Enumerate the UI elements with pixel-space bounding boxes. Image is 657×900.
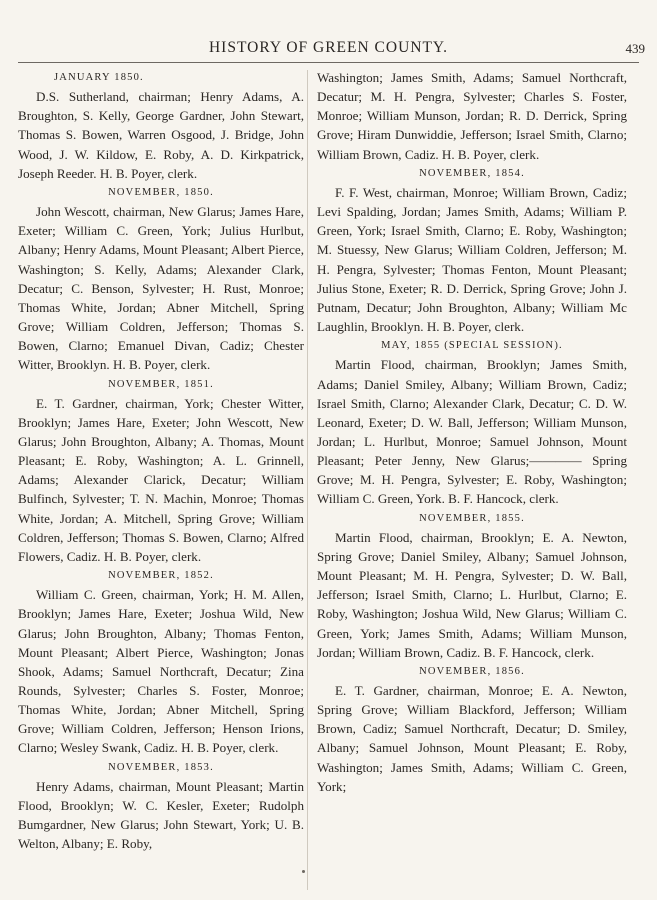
continued-text: Washington; James Smith, Adams; Samuel Northcraft, Decatur; M. H. Pengra, Sylvester; Charles S. Foster, Monroe; William Munson, Jordan; R. D. Derrick, Spring Grove; Hiram Dunwiddie, Jefferson; Israel Smith, Clarno; William Brown, Cadiz. H. B. Poyer, clerk. xyxy=(317,70,627,162)
section-heading: MAY, 1855 (SPECIAL SESSION). xyxy=(381,340,563,352)
column-divider xyxy=(307,70,308,890)
section-heading: JANUARY 1850. xyxy=(54,72,144,83)
section-text: Martin Flood, chairman, Brooklyn; E. A. Newton, Spring Grove; Daniel Smiley, Albany; Samuel Johnson, Mount Pleasant; M. H. Pengra, Sylvester; D. W. Ball, Jefferson; Israel Smith, Clarno; L. Hurlbut, Clarno; E. Roby, Washington; Joshua Wild, New Glarus; William C. Green, York; James Smith, Adams; William Munson, Jordan; William Brown, Cadiz. B. F. Hancock, clerk. xyxy=(317,529,627,660)
section-heading: NOVEMBER, 1853. xyxy=(108,761,214,773)
section-heading: NOVEMBER, 1852. xyxy=(108,570,214,582)
page-speck xyxy=(302,870,305,873)
section-text: E. T. Gardner, chairman, Monroe; E. A. Newton, Spring Grove; William Blackford, Jefferson; William Brown, Cadiz; Samuel Northcraft, Decatur; D. Smiley, Albany; Samuel Johnson, Mount Pleasant; E. Roby, Washington; James Smith, Adams; William C. Green, York; xyxy=(317,683,627,794)
running-head xyxy=(0,33,657,59)
section-text: E. T. Gardner, chairman, York; Chester Witter, Brooklyn; James Hare, Exeter; John Wescott, New Glarus; John Broughton, Albany; A. Thomas, Mount Pleasant; E. Roby, Washington; A. L. Grinnell, Adams; Alexander Clarick, Decatur; William Bulfinch, Sylvester; T. N. Machin, Monroe; Thomas White, Jordan; A. Mitchell, Spring Grove; William Coldren, Jefferson; Thomas S. Bowen, Clarno; Alfred Flowers, Cadiz. H. B. Poyer, clerk. xyxy=(18,395,304,564)
page-number: 439 xyxy=(625,41,645,56)
section-text: F. F. West, chairman, Monroe; William Brown, Cadiz; Levi Spalding, Jordan; James Smith, Adams; William P. Green, York; Israel Smith, Clarno; E. Roby, Washington; M. Stuessy, New Glarus; William Coldren, Jefferson; M. H. Pengra, Sylvester; Thomas Fenton, Mount Pleasant; Julius Stone, Exeter; R. D. Derrick, Spring Grove; John J. Putnam, Decatur; John Broughton, Albany; William Mc Laughlin, Brooklyn. H. B. Poyer, clerk. xyxy=(317,184,627,335)
header-rule xyxy=(18,62,639,63)
section-text: D.S. Sutherland, chairman; Henry Adams, A. Broughton, S. Kelly, George Gardner, John Stewart, Thomas S. Bowen, Warren Osgood, J. Bridge, John Wood, J. W. Kildow, E. Roby, A. D. Kirkpatrick, Joseph Reeder. H. B. Poyer, clerk. xyxy=(18,89,304,181)
right-column xyxy=(317,68,627,796)
section-heading: NOVEMBER, 1850. xyxy=(108,186,214,198)
left-column xyxy=(18,68,304,853)
section-text: William C. Green, chairman, York; H. M. Allen, Brooklyn; James Hare, Exeter; Joshua Wild, New Glarus; John Broughton, Albany; Thomas Fenton, Mount Pleasant; Albert Pierce, Washington; Jonas Shook, Adams; Samuel Northcraft, Decatur; Zina Rounds, Sylvester; Charles S. Foster, Monroe; Thomas White, Jordan; Abner Mitchell, Spring Grove; William Coldren, Jefferson; Henson Irions, Clarno; Wesley Swank, Cadiz. H. B. Poyer, clerk. xyxy=(18,587,304,756)
section-text: John Wescott, chairman, New Glarus; James Hare, Exeter; William C. Green, York; Julius Hurlbut, Albany; Henry Adams, Mount Pleasant; Albert Pierce, Washington; S. Kelly, Adams; Alexander Clark, Decatur; C. Benson, Sylvester; H. Rust, Monroe; Thomas White, Jordan; Abner Mitchell, Spring Grove; William Coldren, Jefferson; Thomas S. Bowen, Clarno; Emanuel Divan, Cadiz; Chester Witter, Brooklyn. H. B. Poyer, clerk. xyxy=(18,204,304,373)
section-heading: NOVEMBER, 1856. xyxy=(419,665,525,677)
section-heading: NOVEMBER, 1851. xyxy=(108,378,214,390)
section-heading: NOVEMBER, 1855. xyxy=(419,512,525,524)
section-heading: NOVEMBER, 1854. xyxy=(419,167,525,179)
page-title: HISTORY OF GREEN COUNTY. xyxy=(208,39,449,56)
section-text: Martin Flood, chairman, Brooklyn; James Smith, Adams; Daniel Smiley, Albany; William Brown, Cadiz; Israel Smith, Clarno; Alexander Clark, Decatur; C. D. W. Leonard, Exeter; D. W. Ball, Jefferson; William Munson, Jordan; L. Hurlbut, Monroe; Samuel Johnson, Mount Pleasant; Peter Jenny, New Glarus;———— Spring Grove; M. H. Pengra, Sylvester; E. Roby, Washington; William C. Green, York. B. F. Hancock, clerk. xyxy=(317,357,627,507)
section-text: Henry Adams, chairman, Mount Pleasant; Martin Flood, Brooklyn; W. C. Kesler, Exeter; Rudolph Bumgardner, New Glarus; John Stewart, York; U. B. Welton, Albany; E. Roby, xyxy=(18,778,304,852)
